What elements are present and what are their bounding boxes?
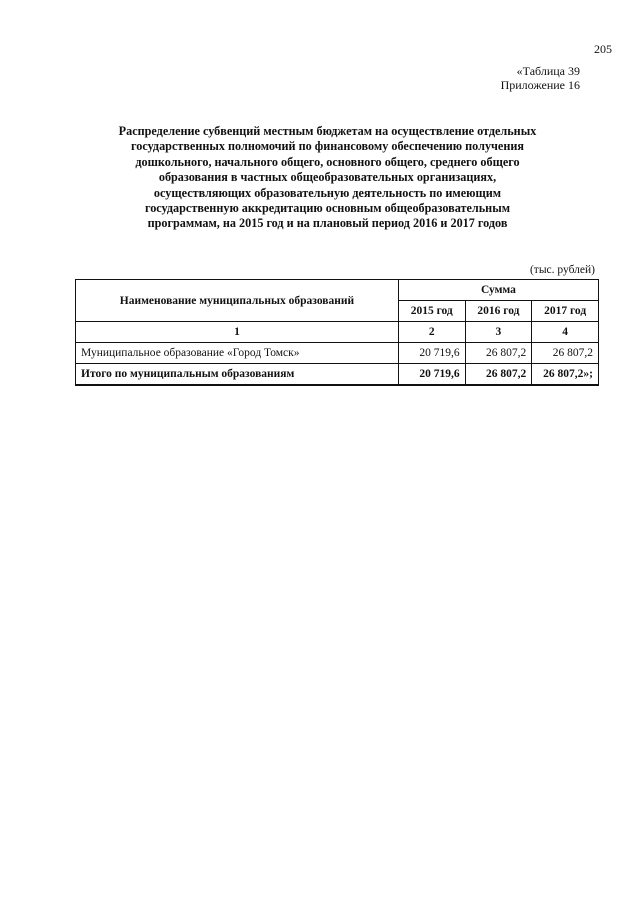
- value-2016: 26 807,2: [465, 343, 532, 364]
- value-2017: 26 807,2: [532, 343, 599, 364]
- page-number: 205: [594, 42, 612, 56]
- title-line: государственную аккредитацию основным общеобразовательным: [144, 201, 511, 216]
- table-ref-line-2: Приложение 16: [500, 78, 580, 92]
- header-municipality: Наименование муниципальных образований: [76, 280, 399, 322]
- table-header-row: [76, 280, 599, 301]
- header-year-2015: 2015 год: [398, 301, 465, 322]
- column-number: 4: [532, 322, 599, 343]
- unit-note: (тыс. рублей): [529, 264, 595, 276]
- total-2015: 20 719,6: [398, 364, 465, 386]
- column-number: 1: [76, 322, 399, 343]
- title-line: программам, на 2015 год и на плановый период 2016 и 2017 годов: [147, 216, 508, 231]
- total-label: Итого по муниципальным образованиям: [76, 364, 399, 386]
- title-line: государственных полномочий по финансовому обеспечению получения: [131, 139, 524, 154]
- document-title: [80, 124, 575, 232]
- municipality-name: Муниципальное образование «Город Томск»: [76, 343, 399, 364]
- column-number: 2: [398, 322, 465, 343]
- total-2017: 26 807,2»;: [532, 364, 599, 386]
- total-2016: 26 807,2: [465, 364, 532, 386]
- total-row: [76, 364, 599, 386]
- column-numbers-row: [76, 322, 599, 343]
- header-sum: Сумма: [398, 280, 598, 301]
- title-line: образования в частных общеобразовательных организациях,: [158, 170, 497, 185]
- header-year-2017: 2017 год: [532, 301, 599, 322]
- table-row: [76, 343, 599, 364]
- table-reference: [501, 64, 580, 92]
- table-ref-line-1: «Таблица 39: [516, 64, 580, 78]
- header-year-2016: 2016 год: [465, 301, 532, 322]
- title-line: Распределение субвенций местным бюджетам на осуществление отдельных: [118, 124, 537, 138]
- title-line: дошкольного, начального общего, основного общего, среднего общего: [135, 154, 520, 169]
- subvention-table: [75, 279, 599, 386]
- column-number: 3: [465, 322, 532, 343]
- value-2015: 20 719,6: [398, 343, 465, 364]
- title-line: осуществляющих образовательную деятельность по имеющим: [153, 185, 502, 200]
